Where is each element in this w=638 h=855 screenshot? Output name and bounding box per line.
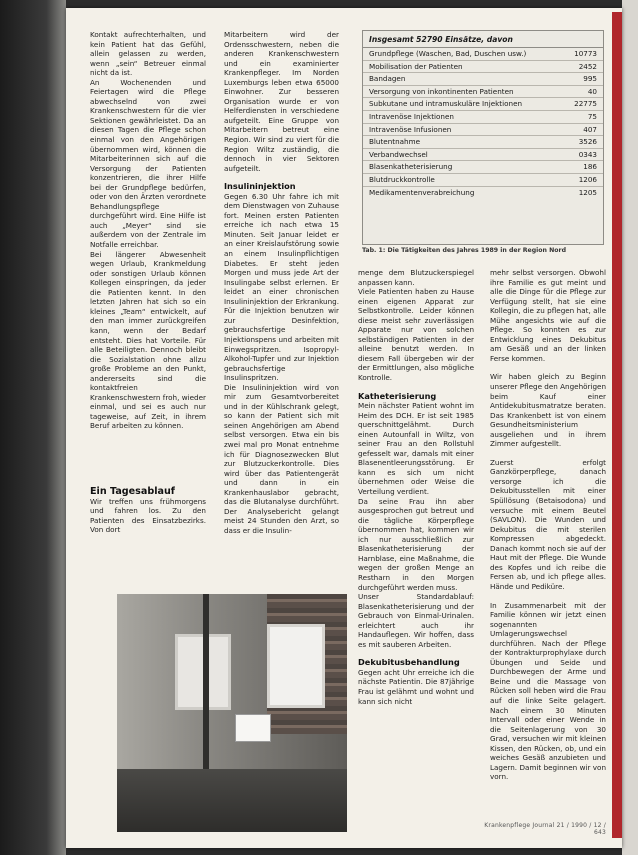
table-cell-label: Bandagen [369, 74, 406, 84]
scan-right-edge [622, 0, 638, 855]
table-cell-value: 0343 [578, 149, 597, 159]
col2-section-text: Gegen 6.30 Uhr fahre ich mit dem Dienstwagen von Zuhause fort. Meinen ersten Patienten erreiche ich nach etwa 15 Minuten. Seit Januar leidet er an einer Kreislaufstörung sowie an einem Insulinpflichtigen Diabetes. Er steht jeden Morgen und muss jede Art der Insulingabe selbst erlernen. Er leidet an einer chronischen Insulininjektion der Erkrankung. Für die Injektion benutzen wir zur Desinfektion, gebrauchsfertige Injektionspens und arbeiten mit Einwegspritzen. Isopropyl-Alkohol-Tupfer und zur Injektion gebrauchsfertige Insulinspritzen. [224, 191, 339, 383]
col4-paragraph-4: In Zusammenarbeit mit der Familie können wir jetzt einen sogenannten Umlagerungswechsel durchführen. Nach der Pflege der Kontrakturprophylaxe durch Übungen und Seide und Durchbewegen der Arme und Beine und die Massage von Rücken soll heben wird die Frau auf die linke Seite gelagert. Nach einem 30 Minuten Intervall oder einer Wende in die Seitenlagerung von 30 Grad, versuchen wir mit kleinen Kissen, den Rücken, ob, und ein weiches Gesäß anzubieten und Lagern. Damit beginnen wir von vorn. [490, 600, 606, 782]
col3-section2-text: Gegen acht Uhr erreiche ich die nächste Patientin. Die 87jährige Frau ist gelähmt und wohnt und kann sich nicht [358, 667, 474, 706]
table-cell-value: 407 [583, 124, 597, 134]
table-cell-value: 75 [587, 111, 597, 121]
col2-intro: Mitarbeitern wird der Ordensschwestern, neben die anderen Krankenschwestern und ein examinierter Krankenpfleger. Im Norden Luxemburgs leben etwa 65000 Einwohner. Zur besseren Organisation wurde er von Helferdiensten in verschiedene aufgeteilt. Eine Gruppe von Mitarbeitern betreut eine Region. Wir sind zu viert für die Region Wiltz zuständig, die dennoch in vier Sektoren aufgeteilt. [224, 30, 339, 173]
section-title-tagesablauf: Ein Tagesablauf [90, 485, 175, 497]
col3-section-text-3: Unser Standardablauf: Blasenkatheterisierung und der Gebrauch von Einmal-Urinalen. erleichtert auch ihr Handauflegen. Wir hoffen, dass es mit sauberen Arbeiten. [358, 592, 474, 649]
table-cell-label: Blasenkatheterisierung [369, 162, 453, 172]
table-row [363, 111, 603, 124]
spacer [490, 592, 606, 601]
col4-paragraph-1: mehr selbst versorgen. Obwohl ihre Familie es gut meint und alle die Dinge für die Pflege zur Verfügung stellt, hat sie eine Kollegin, die zu pflegen hat, alle Mühe angesichts wie auf die Pflege. So konnten es zur Entwicklung eines Dekubitus am Gesäß und an der linken Ferse kommen. [490, 268, 606, 363]
spacer [90, 431, 206, 487]
column-2 [224, 30, 339, 535]
table-cell-value: 186 [583, 162, 597, 172]
col3-section-text: Mein nächster Patient wohnt im Heim des DCH. Er ist seit 1985 querschnittgelähmt. Durch einen Autounfall in Wiltz, von seiner Frau an den Rollstuhl gefesselt war, damals mit einer Blasenentleerungsstörung. Er kann es sich um nicht übernehmen oder Weise die Verteilung verdient. [358, 401, 474, 497]
table-cell-value: 10773 [574, 49, 597, 58]
col3-section-text-2: Da seine Frau ihn aber ausgesprochen gut betreut und die tägliche Körperpflege übernommen hat, kommen wir ich nur ausschließlich zur Blasenkatheterisierung der Harnblase, eine Maßnahme, die wegen der großen Menge an Restharn in den Morgen durchgeführt werden muss. [358, 496, 474, 592]
table-cell-label: Versorgung von inkontinenten Patienten [369, 86, 514, 96]
table-cell-value: 995 [583, 74, 597, 84]
spacer [490, 449, 606, 458]
house-photo [117, 594, 347, 832]
table-cell-value: 3526 [578, 137, 597, 147]
section-title-katheterisierung: Katheterisierung [358, 390, 437, 401]
scan-left-edge [0, 0, 66, 855]
table-caption: Tab. 1: Die Tätigkeiten des Jahres 1989 in der Region Nord [362, 247, 567, 254]
col1-paragraph-3: Bei längerer Abwesenheit wegen Urlaub, Krankmeldung oder sonstigen Urlaub können Kollegen einspringen, da jeder die Patienten kennt. In den letzten Jahren hat sich so ein kleines „Team“ entwickelt, auf den man immer zurückgreifen kann, wenn der Bedarf entsteht. Dies hat Vorteile. Für alle Beteiligten. Dennoch bleibt die Sozialstation ohne allzu große Probleme an den Punkt, andererseits sind die kontaktfreien Krankenschwestern froh, wieder einmal, und sei es auch nur tageweise, auf Zeit, in ihrem Beruf arbeiten zu können. [90, 249, 206, 431]
table-cell-label: Medikamentenverabreichung [369, 187, 475, 197]
table-row [363, 161, 603, 174]
table-cell-label: Mobilisation der Patienten [369, 61, 463, 71]
spacer [490, 363, 606, 372]
red-spine-stripe [612, 12, 622, 838]
table-cell-label: Intravenöse Infusionen [369, 124, 452, 134]
table-row [363, 86, 603, 99]
table-row [363, 124, 603, 137]
table-row [363, 61, 603, 74]
photo-ground [117, 769, 347, 832]
column-3 [358, 268, 474, 706]
table-cell-value: 2452 [578, 61, 597, 71]
table-cell-label: Intravenöse Injektionen [369, 111, 454, 121]
col3-intro: menge dem Blutzuckerspiegel anpassen kann. [358, 268, 474, 287]
photo-sign [235, 714, 271, 742]
table-cell-value: 40 [587, 86, 597, 96]
col4-paragraph-2: Wir haben gleich zu Beginn unserer Pflege den Angehörigen beim Kauf einer Antidekubitusmatratze beraten. Das Krankenbett ist von einem Gesundheitsministerium ausgeliehen und in ihrem Zimmer aufgestellt. [490, 372, 607, 449]
col4-paragraph-3: Zuerst erfolgt Ganzkörperpflege, danach versorge ich die Dekubitusstellen mit einer Spüllösung (Betaisodona) und versuche mit einem Beutel (SAVLON). Die Wunden und Dekubitus die mit sterilen Kompressen abgedeckt. Danach kommt noch sie auf der Haut mit der Pflege. Die Wunde des Kopfes und ich reibe die Fersen ab, und ich pflege alles. Hände und Pediküre. [490, 457, 606, 591]
col1-paragraph-2: An Wochenenden und Feiertagen wird die Pflege abwechselnd von zwei Krankenschwestern für die vier Sektionen gewährleistet. Da an diesen Tagen die Pflege schon einmal von den Angehörigen übernommen wird, können die Mitarbeiterinnen sich auf die Versorgung der Patienten konzentrieren, die ihrer Hilfe bei der Grundpflege bedürfen, oder von den Ärzten verordnete Behandlungspflege durchgeführt wird. Eine Hilfe ist auch „Meyer“ sind sie außerdem von der Zentrale im Notfalle erreichbar. [90, 77, 206, 250]
col1-section2-text: Wir treffen uns frühmorgens und fahren los. Zu den Patienten des Einsatzbezirks. Von dort [90, 496, 206, 535]
table-cell-label: Subkutane und intramuskuläre Injektionen [369, 99, 523, 109]
table-rows [363, 48, 603, 198]
table-row [363, 174, 603, 187]
column-1 [90, 30, 206, 535]
table-cell-label: Grundpflege (Waschen, Bad, Duschen usw.) [369, 49, 527, 58]
table-row [363, 136, 603, 149]
table-row [363, 98, 603, 111]
section-title-dekubitusbehandlung: Dekubitusbehandlung [358, 657, 460, 668]
table-row [363, 187, 603, 199]
table-cell-label: Verbandwechsel [369, 149, 428, 159]
page-footer: Krankenpflege Journal 21 / 1990 / 12 / 643 [484, 822, 606, 836]
table-cell-value: 1205 [578, 187, 597, 197]
table-cell-value: 22775 [574, 99, 597, 109]
column-4 [490, 268, 606, 782]
photo-window-right [267, 624, 325, 708]
table-cell-label: Blutentnahme [369, 137, 421, 147]
col2-section-text-2: Die Insulininjektion wird von mir zum Gesamtvorbereitet und in der Kühlschrank gelegt, so kann der Patient sich mit seinen Angehörigen am Abend selbst versorgen. Etwa ein bis zwei mal pro Monat entnehme ich für Diagnosezwecken Blut zur Blutzuckerkontrolle. Dies wird über das Patientengerät und dann in ein Krankenhauslabor gebracht, das die Blutanalyse durchführt. Der Analysebericht gelangt meist 24 Stunden den Arzt, so dass er die Insulin- [224, 382, 339, 535]
table-row [363, 73, 603, 86]
table-cell-label: Blutdruckkontrolle [369, 174, 435, 184]
table-header: Insgesamt 52790 Einsätze, davon [363, 31, 603, 48]
section-title-insulininjektion: Insulininjektion [224, 181, 296, 192]
table-row [363, 149, 603, 162]
col3-intro-2: Viele Patienten haben zu Hause einen eigenen Apparat zur Selbstkontrolle. Leider können diese meist sehr zuverlässigen Apparate nur von solchen selbständigen Patienten in der alleine benutzt werden. In diesem Fall übergeben wir der der Ermittlungen, also mögliche Kontrolle. [358, 287, 474, 383]
table-row [363, 48, 603, 61]
activities-table [362, 30, 604, 245]
table-cell-value: 1206 [578, 174, 597, 184]
col1-paragraph-1: Kontakt aufrechterhalten, und kein Patient hat das Gefühl, allein gelassen zu werden, wenn „sein“ Betreuer einmal nicht da ist. [90, 30, 206, 78]
